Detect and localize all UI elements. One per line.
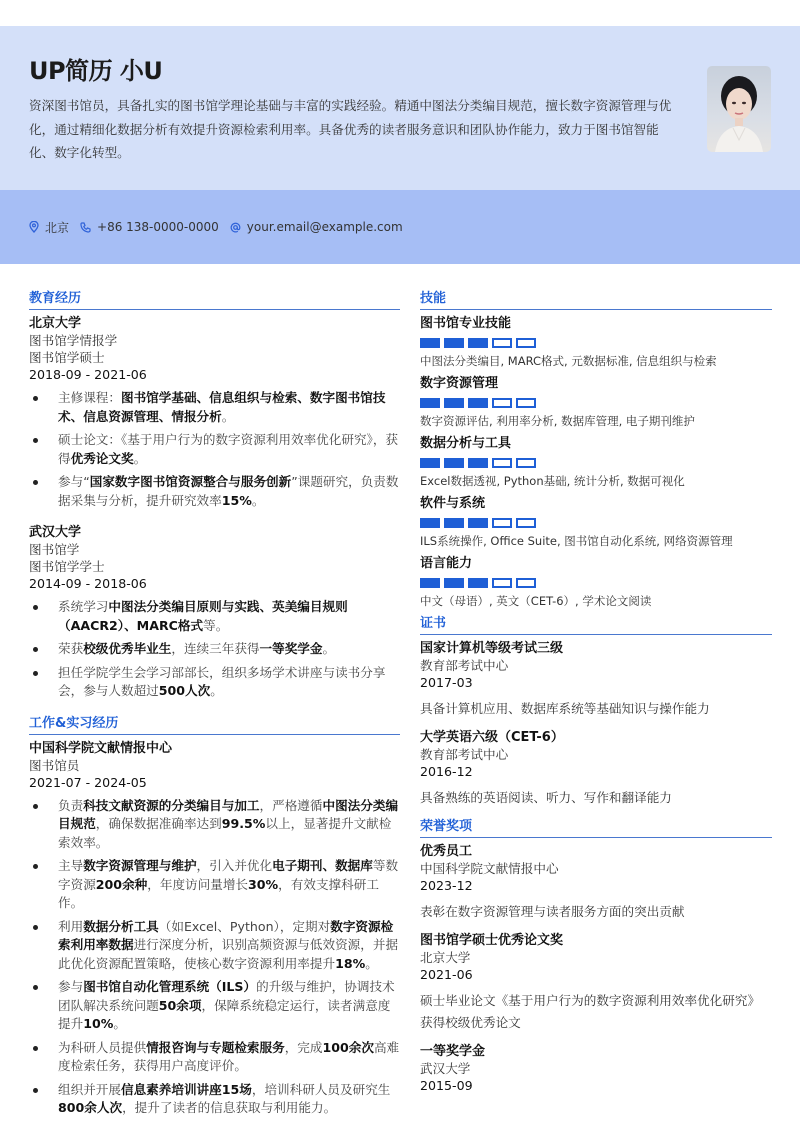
certificates-list bbox=[420, 640, 772, 809]
award-issuer: 武汉大学 bbox=[420, 1061, 471, 1076]
bullet-text: 组织并开展 bbox=[58, 1081, 121, 1097]
bullet-text: 利用 bbox=[58, 918, 84, 934]
bullet-item bbox=[29, 978, 400, 1034]
highlight-text: 100余次 bbox=[322, 1039, 374, 1055]
level-block-empty bbox=[516, 578, 536, 588]
certificate-description: 具备熟练的英语阅读、听力、写作和翻译能力 bbox=[420, 790, 672, 805]
skills-list bbox=[420, 315, 772, 609]
award-entry bbox=[420, 1043, 772, 1095]
highlight-text: 200余种 bbox=[95, 876, 148, 892]
bullet-text: 等数字资源 bbox=[58, 858, 399, 892]
skill-entry bbox=[420, 375, 772, 429]
contact-bar bbox=[0, 190, 800, 264]
highlight-text: 15% bbox=[221, 492, 252, 508]
highlight-text: 图书馆学基础、信息组织与检索、数字图书馆技术、信息资源管理、情报分析 bbox=[58, 390, 386, 424]
skill-level-meter bbox=[420, 458, 772, 468]
education-entry bbox=[29, 524, 400, 701]
bullet-text: ”课题研究，负责数据采集与分析，提升研究效率 bbox=[58, 474, 399, 508]
bullet-text: ，连续三年获得 bbox=[171, 641, 260, 656]
certificate-date: 2017-03 bbox=[420, 675, 473, 690]
school-name: 北京大学 bbox=[29, 316, 82, 331]
skill-keywords: Excel数据透视, Python基础, 统计分析, 数据可视化 bbox=[420, 474, 685, 488]
bullet-list bbox=[29, 598, 400, 701]
bullet-text: 硕士论文：《基于用户行为的数字资源利用效率优化研究》，获得 bbox=[58, 432, 399, 466]
certificate-description: 具备计算机应用、数据库系统等基础知识与操作能力 bbox=[420, 701, 710, 716]
work-section bbox=[29, 715, 400, 1118]
level-block-filled bbox=[420, 458, 440, 468]
bullet-text: 。 bbox=[113, 1016, 126, 1031]
bullet-text: ，有效支撑科研工作。 bbox=[58, 876, 379, 910]
certificates-title: 证书 bbox=[420, 615, 772, 635]
certificate-date: 2016-12 bbox=[420, 764, 473, 779]
level-block-empty bbox=[516, 458, 536, 468]
contact-phone bbox=[80, 220, 219, 234]
skill-entry bbox=[420, 315, 772, 369]
candidate-name: UP简历 小U bbox=[29, 57, 163, 85]
level-block-filled bbox=[444, 578, 464, 588]
bullet-list bbox=[29, 797, 400, 1118]
major: 图书馆学情报学 bbox=[29, 333, 118, 348]
left-column bbox=[29, 290, 400, 1123]
award-name: 图书馆学硕士优秀论文奖 bbox=[420, 933, 564, 948]
bullet-text: 主导 bbox=[58, 858, 84, 873]
bullet-text: 主修课程： bbox=[58, 390, 121, 405]
bullet-text: 系统学习 bbox=[58, 599, 109, 614]
level-block-empty bbox=[492, 578, 512, 588]
certificate-entry bbox=[420, 640, 772, 720]
work-entry bbox=[29, 740, 400, 1118]
awards-section bbox=[420, 818, 772, 1095]
bullet-list bbox=[29, 389, 400, 510]
bullet-text: ，培训科研人员及研究生 bbox=[251, 1081, 391, 1097]
highlight-text: 电子期刊、数据库 bbox=[272, 858, 373, 873]
award-description: 表彰在数字资源管理与读者服务方面的突出贡献 bbox=[420, 904, 685, 919]
location-text: 北京 bbox=[45, 220, 70, 235]
level-block-filled bbox=[420, 398, 440, 408]
highlight-text: 30% bbox=[248, 876, 279, 892]
bullet-item bbox=[29, 1039, 400, 1076]
bullet-text: 。 bbox=[221, 408, 235, 424]
bullet-item bbox=[29, 857, 400, 913]
profile-photo bbox=[707, 66, 771, 152]
certificate-name: 国家计算机等级考试三级 bbox=[420, 641, 564, 656]
level-block-filled bbox=[444, 398, 464, 408]
bullet-text: 。 bbox=[210, 683, 223, 698]
bullet-text: ，完成 bbox=[284, 1039, 323, 1055]
bullet-text: 以上，显著提升文献检索效率。 bbox=[58, 816, 392, 850]
bullet-item bbox=[29, 664, 400, 701]
education-title: 教育经历 bbox=[29, 290, 400, 310]
bullet-text: 为科研人员提供 bbox=[58, 1039, 147, 1055]
work-title: 工作&实习经历 bbox=[29, 715, 400, 735]
skill-entry bbox=[420, 495, 772, 549]
certificate-issuer: 教育部考试中心 bbox=[420, 747, 509, 762]
skill-level-meter bbox=[420, 338, 772, 348]
phone-text[interactable]: +86 138-0000-0000 bbox=[97, 220, 219, 234]
bullet-item bbox=[29, 1081, 400, 1118]
award-entry bbox=[420, 932, 772, 1034]
bullet-text: ，保障系统稳定运行，读者满意度提升 bbox=[58, 997, 391, 1031]
company-name: 中国科学院文献情报中心 bbox=[29, 740, 173, 756]
degree: 图书馆学硕士 bbox=[29, 350, 105, 365]
school-name: 武汉大学 bbox=[29, 525, 82, 540]
level-block-filled bbox=[444, 458, 464, 468]
highlight-text: 信息素养培训讲座15场 bbox=[120, 1081, 252, 1097]
bullet-text: 。 bbox=[365, 955, 378, 971]
skill-keywords: 中图法分类编目, MARC格式, 元数据标准, 信息组织与检索 bbox=[420, 354, 717, 368]
bullet-text: 负责 bbox=[58, 797, 84, 813]
bullet-text: 等。 bbox=[203, 617, 229, 633]
highlight-text: 中图法分类编目规范 bbox=[58, 797, 399, 831]
skill-keywords: ILS系统操作, Office Suite, 图书馆自动化系统, 网络资源管理 bbox=[420, 534, 733, 548]
bullet-text: 高难度检索任务，获得用户高度评价。 bbox=[58, 1039, 400, 1073]
highlight-text: 500人次 bbox=[158, 683, 211, 698]
skill-name: 数字资源管理 bbox=[420, 376, 499, 391]
education-entry bbox=[29, 315, 400, 510]
highlight-text: 18% bbox=[335, 955, 366, 971]
location-pin-icon bbox=[29, 221, 39, 233]
bullet-item bbox=[29, 918, 400, 974]
level-block-filled bbox=[468, 458, 488, 468]
level-block-empty bbox=[516, 518, 536, 528]
skills-title: 技能 bbox=[420, 290, 772, 310]
skills-section bbox=[420, 290, 772, 609]
award-date: 2023-12 bbox=[420, 878, 473, 893]
award-date: 2021-06 bbox=[420, 967, 473, 982]
date-range: 2021-07 - 2024-05 bbox=[29, 774, 147, 790]
certificate-issuer: 教育部考试中心 bbox=[420, 658, 509, 673]
skill-keywords: 数字资源评估, 利用率分析, 数据库管理, 电子期刊维护 bbox=[420, 414, 695, 428]
level-block-filled bbox=[444, 518, 464, 528]
highlight-text: 99.5% bbox=[221, 816, 266, 831]
portrait-icon bbox=[707, 66, 771, 152]
skill-entry bbox=[420, 555, 772, 609]
profile-summary: 资深图书馆员，具备扎实的图书馆学理论基础与丰富的实践经验。精通中图法分类编目规范，擅长数字资源管理与优化，通过精细化数据分析有效提升资源检索利用率。具备优秀的读者服务意识和团队协作能力，致力于图书馆智能化、数字化转型。 bbox=[29, 98, 672, 160]
level-block-filled bbox=[468, 338, 488, 348]
highlight-text: 图书馆自动化管理系统（ILS） bbox=[83, 979, 257, 994]
highlight-text: 数字资源检索利用率数据 bbox=[58, 918, 394, 952]
major: 图书馆学 bbox=[29, 542, 80, 557]
degree: 图书馆学学士 bbox=[29, 559, 105, 574]
highlight-text: 50余项 bbox=[158, 997, 202, 1013]
award-description: 硕士毕业论文《基于用户行为的数字资源利用效率优化研究》获得校级优秀论文 bbox=[420, 993, 761, 1030]
level-block-filled bbox=[468, 518, 488, 528]
highlight-text: 10% bbox=[83, 1016, 114, 1031]
skill-name: 软件与系统 bbox=[420, 496, 486, 511]
bullet-text: ，提升了读者的信息获取与利用能力。 bbox=[122, 1100, 337, 1115]
bullet-text: 参与“ bbox=[58, 474, 90, 489]
bullet-text: 。 bbox=[133, 450, 147, 466]
award-issuer: 北京大学 bbox=[420, 950, 471, 965]
bullet-item bbox=[29, 797, 400, 853]
award-entry bbox=[420, 843, 772, 923]
certificate-entry bbox=[420, 729, 772, 809]
right-column bbox=[420, 290, 772, 1104]
bullet-text: 荣获 bbox=[58, 641, 84, 656]
bullet-text: 进行深度分析，识别高频资源与低效资源，并据此优化资源配置策略，使核心数字资源利用率提升 bbox=[58, 937, 399, 971]
contact-email bbox=[230, 220, 403, 234]
bullet-text: ，严格遵循 bbox=[259, 797, 323, 813]
highlight-text: 数字资源管理与维护 bbox=[83, 858, 197, 873]
job-role: 图书馆员 bbox=[29, 757, 80, 773]
bullet-item bbox=[29, 389, 400, 426]
highlight-text: 中图法分类编目原则与实践、英美编目规则（AACR2）、MARC格式 bbox=[58, 599, 348, 633]
bullet-text: 的升级与维护，协调技术团队解决系统问题 bbox=[58, 979, 395, 1013]
phone-icon bbox=[80, 222, 91, 233]
level-block-filled bbox=[468, 398, 488, 408]
top-margin bbox=[0, 0, 800, 26]
skill-name: 图书馆专业技能 bbox=[420, 316, 512, 331]
bullet-item bbox=[29, 431, 400, 468]
level-block-empty bbox=[492, 458, 512, 468]
level-block-filled bbox=[420, 518, 440, 528]
awards-title: 荣誉奖项 bbox=[420, 818, 772, 838]
award-issuer: 中国科学院文献情报中心 bbox=[420, 861, 559, 876]
skill-level-meter bbox=[420, 398, 772, 408]
bullet-text: ，确保数据准确率达到 bbox=[95, 816, 222, 831]
certificate-name: 大学英语六级（CET-6） bbox=[420, 730, 564, 745]
education-section bbox=[29, 290, 400, 701]
level-block-empty bbox=[492, 398, 512, 408]
highlight-text: 800余人次 bbox=[58, 1100, 123, 1115]
level-block-empty bbox=[516, 398, 536, 408]
work-list bbox=[29, 740, 400, 1118]
bullet-item bbox=[29, 473, 400, 510]
skill-name: 数据分析与工具 bbox=[420, 436, 512, 451]
highlight-text: 一等奖学金 bbox=[259, 641, 323, 656]
bullet-item bbox=[29, 640, 400, 659]
level-block-empty bbox=[492, 518, 512, 528]
bullet-text: 。 bbox=[251, 492, 265, 508]
skill-level-meter bbox=[420, 518, 772, 528]
highlight-text: 国家数字图书馆资源整合与服务创新 bbox=[89, 474, 292, 489]
email-text[interactable]: your.email@example.com bbox=[246, 220, 403, 234]
skill-level-meter bbox=[420, 578, 772, 588]
skill-entry bbox=[420, 435, 772, 489]
bullet-text: ，引入并优化 bbox=[196, 858, 273, 873]
skill-keywords: 中文（母语）, 英文（CET-6）, 学术论文阅读 bbox=[420, 594, 652, 608]
award-date: 2015-09 bbox=[420, 1078, 473, 1093]
bullet-text: ，年度访问量增长 bbox=[147, 876, 249, 892]
level-block-filled bbox=[468, 578, 488, 588]
date-range: 2018-09 - 2021-06 bbox=[29, 367, 147, 382]
highlight-text: 科技文献资源的分类编目与加工 bbox=[83, 797, 260, 813]
highlight-text: 优秀论文奖 bbox=[70, 450, 134, 466]
bullet-text: 。 bbox=[322, 641, 336, 656]
level-block-empty bbox=[516, 338, 536, 348]
level-block-filled bbox=[420, 338, 440, 348]
education-list bbox=[29, 315, 400, 701]
certificates-section bbox=[420, 615, 772, 809]
highlight-text: 情报咨询与专题检索服务 bbox=[146, 1039, 285, 1055]
highlight-text: 数据分析工具 bbox=[83, 918, 159, 934]
award-name: 一等奖学金 bbox=[420, 1044, 486, 1059]
awards-list bbox=[420, 843, 772, 1095]
date-range: 2014-09 - 2018-06 bbox=[29, 576, 147, 591]
level-block-empty bbox=[492, 338, 512, 348]
bullet-text: （如Excel、Python），定期对 bbox=[158, 918, 331, 934]
highlight-text: 校级优秀毕业生 bbox=[83, 641, 172, 656]
level-block-filled bbox=[420, 578, 440, 588]
level-block-filled bbox=[444, 338, 464, 348]
contact-location bbox=[29, 219, 69, 236]
bullet-text: 参与 bbox=[58, 979, 84, 994]
bullet-text: 担任学院学生会学习部部长，组织多场学术讲座与读书分享会，参与人数超过 bbox=[58, 664, 386, 698]
skill-name: 语言能力 bbox=[420, 556, 473, 571]
award-name: 优秀员工 bbox=[420, 844, 473, 859]
bullet-item bbox=[29, 598, 400, 635]
resume-header bbox=[0, 26, 800, 190]
email-at-icon bbox=[230, 222, 241, 233]
